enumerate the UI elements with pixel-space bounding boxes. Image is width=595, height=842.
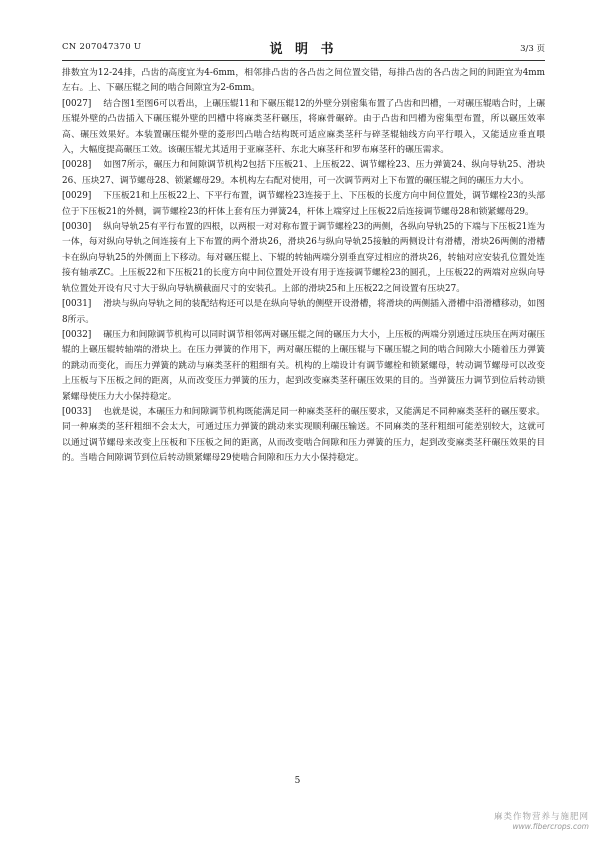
paragraph-0029 <box>62 189 545 220</box>
paragraph-text: 纵向导轨25有平行布置的四根，以两根一对对称布置于调节螺栓23的两侧，各纵向导轨25的下端与下压板21连为一体，每对纵向导轨之间连接有上下布置的两个滑块26，滑块26与纵向导轨25接触的两侧设计有滑槽，滑块26两侧的滑槽卡在纵向导轨25的外侧面上下移动。每对碾压辊上、下辊的转轴两端分别垂直穿过相应的滑块26，转轴对应安装孔位置处连接有轴承ZC。上压板22和下压板21的长度方向中间位置处开设有用于连接调节螺栓23的圆孔，上压板22的两端对应纵向导轨位置处开设有尺寸大于纵向导轨横截面尺寸的安装孔。上部的滑块25和上压板22之间设置有压块27。 <box>62 222 545 294</box>
document-body <box>62 66 545 467</box>
paragraph-number: [0028] <box>62 160 92 171</box>
header-rule <box>62 60 545 61</box>
paragraph-text: 排数宜为12-24排，凸齿的高度宜为4-6mm，相邻排凸齿的各凸齿之间位置交错，每排凸齿的各凸齿之间的间距宜为4mm左右。上、下碾压辊之间的啮合间隙宜为2-6mm。 <box>62 68 545 94</box>
paragraph-text: 结合图1至图6可以看出，上碾压辊11和下碾压辊12的外壁分别密集布置了凸齿和凹槽，一对碾压辊啮合时，上碾压辊外壁的凸齿插入下碾压辊外壁的凹槽中将麻类茎秆碾压，将麻骨碾碎。由于凸齿和凹槽为密集型布置，所以碾压效率高、碾压效果好。本装置碾压辊外壁的菱形凹凸啮合结构既可适应麻类茎秆与碎茎辊轴线方向平行喂入，又能适应垂直喂入，大幅度提高碾压工效。该碾压辊尤其适用于亚麻茎秆、东北大麻茎秆和罗布麻茎秆的碾压需求。 <box>62 98 545 156</box>
paragraph-number: [0027] <box>62 98 92 109</box>
patent-number: CN 207047370 U <box>62 42 142 52</box>
paragraph-0030 <box>62 220 545 297</box>
paragraph-number: [0032] <box>62 329 92 340</box>
paragraph-number: [0031] <box>62 299 92 310</box>
watermark-site-name: 麻类作物营养与施肥网 <box>493 812 589 822</box>
paragraph-number: [0033] <box>62 406 92 417</box>
paragraph-0028 <box>62 158 545 189</box>
watermark <box>494 812 589 832</box>
paragraph-number: [0029] <box>62 191 92 202</box>
paragraph-number: [0030] <box>62 222 92 233</box>
page-indicator: 3/3 页 <box>520 44 545 54</box>
watermark-url: www.fibercrops.com <box>512 822 589 831</box>
paragraph-0027 <box>62 97 545 159</box>
page-header <box>62 38 545 60</box>
paragraph-text: 如图7所示，碾压力和间隙调节机构2包括下压板21、上压板22、调节螺栓23、压力弹簧24、纵向导轨25、滑块26、压块27、调节螺母28、锁紧螺母29。本机构左右配对使用，可一次调节两对上下布置的碾压辊之间的碾压力大小。 <box>62 160 545 186</box>
paragraph-0032 <box>62 328 545 405</box>
page-number: 5 <box>294 776 301 786</box>
paragraph-text: 下压板21和上压板22上、下平行布置，调节螺栓23连接于上、下压板的长度方向中间位置处，调节螺栓23的头部位于下压板21的外侧，调节螺栓23的杆体上套有压力弹簧24，杆体上端穿过上压板22后连接调节螺母28和锁紧螺母29。 <box>62 191 545 217</box>
paragraph-text: 碾压力和间隙调节机构可以同时调节相邻两对碾压辊之间的碾压力大小，上压板的两端分别通过压块压在两对碾压辊的上碾压辊转轴端的滑块上。在压力弹簧的作用下，两对碾压辊的上碾压辊与下碾压辊之间的啮合间隙大小随着压力弹簧的跳动而变化，而压力弹簧的跳动与麻类茎秆的粗细有关。机构的上端设计有调节螺栓和锁紧螺母，转动调节螺母可以改变上压板与下压板之间的距离，从而改变压力弹簧的压力，起到改变麻类茎秆碾压效果的目的。当弹簧压力调节到位后转动锁紧螺母使压力大小保持稳定。 <box>62 329 545 402</box>
paragraph-0031 <box>62 297 545 328</box>
paragraph-text: 滑块与纵向导轨之间的装配结构还可以是在纵向导轨的侧壁开设滑槽，将滑块的两侧插入滑槽中沿滑槽移动，如图8所示。 <box>62 299 545 325</box>
paragraph-0033 <box>62 405 545 467</box>
paragraph-continuation <box>62 66 545 97</box>
document-title: 说 明 书 <box>269 42 338 57</box>
paragraph-text: 也就是说，本碾压力和间隙调节机构既能满足同一种麻类茎秆的碾压要求，又能满足不同种麻类茎秆的碾压要求。同一种麻类的茎秆粗细不会太大，可通过压力弹簧的跳动来实现顺利碾压输送。不同麻类的茎秆粗细可能差别较大，这就可以通过调节螺母来改变上压板和下压板之间的距离，从而改变啮合间隙和压力弹簧的压力，起到改变麻类茎秆碾压效果的目的。当啮合间隙调节到位后转动锁紧螺母29使啮合间隙和压力大小保持稳定。 <box>62 406 545 464</box>
